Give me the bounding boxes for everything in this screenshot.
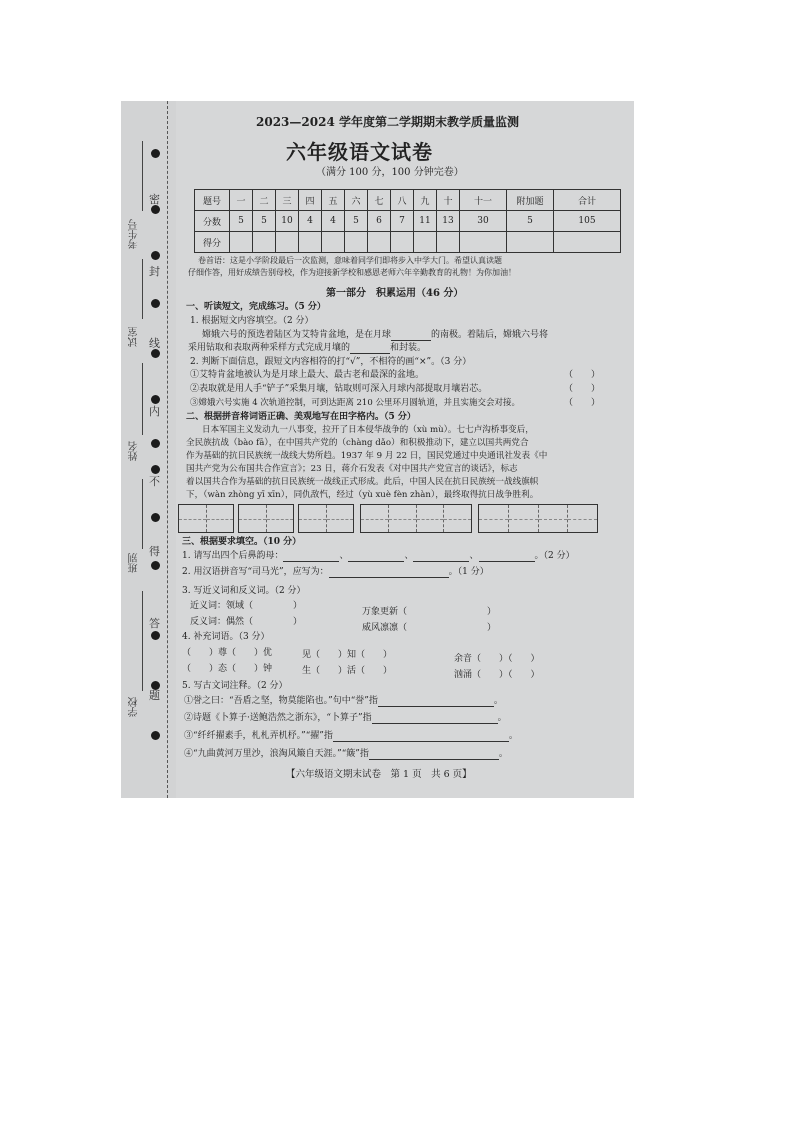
annotation-text: ①誉之曰：“吾盾之坚，物莫能陷也。”句中“誉”指 [184,696,378,706]
label-exam-room: 试室 [129,327,140,347]
table-cell: 四 [299,190,322,211]
seal-char: 得 [149,545,160,558]
idiom-label: 万象更新（ [362,607,408,617]
binding-hole [151,513,160,522]
period: 。 [497,713,507,723]
fill-word-item[interactable]: （ ）尊（ ）优 [182,648,273,658]
exam-subtitle: （满分 100 分，100 分钟完卷） [316,167,464,178]
table-cell: 13 [437,211,460,232]
binding-hole [151,149,160,158]
q2-item: ③嫦娥六号实施 4 次轨道控制，可到达距离 210 公里环月圆轨道，并且实施交会对接。 [190,398,520,408]
label-school: 学校 [129,697,140,717]
binding-dash-line [167,101,168,798]
part1-title: 第一部分 积累运用（46 分） [326,288,464,299]
score-entry-cell[interactable] [230,232,253,253]
fill-word-item[interactable]: 余音（ ）（ ） [454,654,540,664]
passage-line: 全民族抗战（bào fā），在中国共产党的（chàng dǎo）和积极推动下，建立以国共两党合 [186,438,529,448]
answer-paren[interactable]: （ ） [564,370,601,380]
seal-char: 题 [149,689,160,702]
section3-title: 三、根据要求填空。（10 分） [182,537,302,547]
answer-blank[interactable] [348,561,404,562]
q2-item: ①艾特肯盆地被认为是月球上最大、最古老和最深的盆地。 [190,370,425,380]
q3-2-text: 2. 用汉语拼音写“司马光”，应写为： [182,567,329,577]
period: 。 [493,696,503,706]
fill-word-item[interactable]: 生（ ）活（ ） [302,666,393,676]
score-entry-cell[interactable] [437,232,460,253]
table-cell: 十一 [460,190,507,211]
q1-line2 [188,343,426,354]
q1-line1 [202,330,548,341]
binding-hole [151,731,160,740]
table-cell: 4 [322,211,345,232]
passage-line: 日本军国主义发动九一八事变，拉开了日本侵华战争的（xù mù）。七七卢沟桥事变后， [202,425,534,435]
seal-char: 答 [149,617,160,630]
fill-word-item[interactable]: 见（ ）知（ ） [302,650,393,660]
binding-hole [151,631,160,640]
answer-blank[interactable] [333,741,509,742]
table-header-cell: 题号 [195,190,230,211]
score-entry-cell[interactable] [507,232,554,253]
close-paren: ） [293,617,303,627]
table-cell: 105 [554,211,621,232]
annotation-item [184,696,503,707]
score-entry-cell[interactable] [368,232,391,253]
name-line [142,363,143,435]
table-cell: 6 [368,211,391,232]
table-row [195,232,621,253]
candidate-number-line [142,141,143,211]
binding-hole [151,299,160,308]
tianzige-grid[interactable] [360,504,472,533]
answer-blank[interactable] [413,561,469,562]
answer-blank[interactable] [369,759,499,760]
exam-title-line1: 2023—2024 学年度第二学期期末教学质量监测 [256,115,519,129]
table-cell: 5 [230,211,253,232]
score-entry-cell[interactable] [253,232,276,253]
exam-title: 六年级语文试卷 [286,140,433,164]
close-paren: ） [487,623,497,633]
score-entry-cell[interactable] [554,232,621,253]
q3-1: 1. 请写出四个后鼻韵母： 、 、 、 。（2 分） [182,551,575,561]
q3-1-score: 。（2 分） [534,551,575,561]
table-cell: 7 [391,211,414,232]
label-candidate-number: 考生号 [129,219,140,249]
table-cell: 九 [414,190,437,211]
annotation-item [184,713,507,724]
seal-char: 内 [149,405,160,418]
score-entry-cell[interactable] [299,232,322,253]
answer-blank[interactable] [372,723,498,724]
passage-line: 作为基础的抗日民族统一战线大势所趋。1937 年 9 月 22 日，国民党通过中央通讯社发表《中 [186,451,548,461]
answer-blank[interactable] [283,561,339,562]
q1-line1-text-a: 嫦娥六号的预选着陆区为艾特肯盆地，是在月球 [202,330,392,340]
tianzige-grid[interactable] [178,504,234,533]
table-header-cell: 得分 [195,232,230,253]
idiom-label: 威风凛凛（ [362,623,408,633]
score-entry-cell[interactable] [391,232,414,253]
class-line [142,479,143,549]
tianzige-grid[interactable] [298,504,354,533]
answer-paren[interactable]: （ ） [564,398,601,408]
table-row [195,190,621,211]
fill-word-item[interactable]: （ ）态（ ）钟 [182,664,273,674]
q1-line2-text-b: 和封装。 [390,343,427,353]
table-cell: 11 [414,211,437,232]
seal-char: 封 [149,265,160,278]
annotation-text: ③“纤纤擢素手，札札弄机杼。”“擢”指 [184,731,333,741]
seal-char: 线 [149,337,160,350]
q3-5-title: 5. 写古文词注释。（2 分） [182,681,288,691]
antonym-row [190,617,302,628]
idiom-row [362,623,496,634]
q1-title: 1. 根据短文内容填空。（2 分） [190,316,314,326]
table-cell: 八 [391,190,414,211]
passage-line: 国共产党为公布国共合作宣言》；23 日，蒋介石发表《对中国共产党宣言的谈话》，标志 [186,464,518,474]
binding-margin [121,101,176,798]
close-paren: ） [293,601,303,611]
answer-blank[interactable] [391,340,431,341]
annotation-item [184,731,518,742]
exam-photo [121,101,634,798]
table-cell: 30 [460,211,507,232]
fill-word-item[interactable]: 汹涌（ ）（ ） [454,670,540,680]
table-cell: 5 [345,211,368,232]
antonym-label: 反义词：偶然（ [190,617,254,627]
period: 。 [498,749,508,759]
table-cell: 五 [322,190,345,211]
score-entry-cell[interactable] [345,232,368,253]
score-entry-cell[interactable] [460,232,507,253]
seal-char: 不 [149,475,160,488]
q1-line1-text-b: 的南极。着陆后，嫦娥六号将 [431,330,549,340]
tianzige-grid[interactable] [478,504,598,533]
synonym-row [190,601,302,612]
section2-title: 二、根据拼音将词语正确、美观地写在田字格内。（5 分） [186,412,416,422]
q1-line2-text-a: 采用钻取和表取两种采样方式完成月壤的 [188,343,351,353]
tianzige-grid[interactable] [238,504,294,533]
binding-hole [151,251,160,260]
table-cell: 10 [276,211,299,232]
preface-line2: 仔细作答，用好成绩告别母校，作为迎接新学校和感恩老师六年辛勤教育的礼物！为你加油！ [188,268,516,277]
table-cell: 一 [230,190,253,211]
table-cell: 三 [276,190,299,211]
table-cell: 六 [345,190,368,211]
annotation-item [184,749,508,760]
q2-title: 2. 判断下面信息，跟短文内容相符的打“√”，不相符的画“×”。（3 分） [190,357,472,367]
label-class: 班别 [129,553,140,573]
synonym-label: 近义词：领域（ [190,601,254,611]
table-cell: 二 [253,190,276,211]
score-entry-cell[interactable] [276,232,299,253]
table-cell: 合计 [554,190,621,211]
table-cell: 七 [368,190,391,211]
table-header-cell: 分数 [195,211,230,232]
q3-1-text: 1. 请写出四个后鼻韵母： [182,551,284,561]
seal-char: 密 [149,193,160,206]
table-cell: 十 [437,190,460,211]
binding-hole [151,439,160,448]
score-table [194,189,621,253]
score-entry-cell[interactable] [322,232,345,253]
answer-blank[interactable] [329,577,449,578]
passage-line: 着以国共合作为基础的抗日民族统一战线正式形成。此后，中国人民在抗日民族统一战线旗帜 [186,477,539,487]
q2-item: ②表取就是用人手“铲子”采集月壤，钻取则可深入月球内部提取月壤岩芯。 [190,384,488,394]
score-entry-cell[interactable] [414,232,437,253]
q3-2 [182,567,489,578]
answer-blank[interactable] [479,561,535,562]
page-footer: 【六年级语文期末试卷 第 1 页 共 6 页】 [286,769,472,780]
exam-room-line [142,259,143,319]
annotation-text: ④“九曲黄河万里沙，浪淘风簸自天涯。”“簸”指 [184,749,369,759]
exam-paper [176,101,634,798]
passage-line: 下，（wàn zhòng yī xīn），同仇敌忾，经过（yù xuè fèn zhàn），最终取得抗日战争胜利。 [186,490,539,500]
table-row [195,211,621,232]
binding-hole [151,561,160,570]
answer-blank[interactable] [350,353,390,354]
label-name: 姓名 [129,441,140,461]
preface-line1: 卷首语：这是小学阶段最后一次监测，意味着同学们即将步入中学大门。希望认真读题 [198,256,502,265]
table-cell: 5 [253,211,276,232]
period: 。 [508,731,518,741]
q3-3-title: 3. 写近义词和反义词。（2 分） [182,586,306,596]
section1-title: 一、听读短文，完成练习。（5 分） [186,302,326,312]
school-line [142,591,143,691]
answer-paren[interactable]: （ ） [564,384,601,394]
table-cell: 4 [299,211,322,232]
q3-4-title: 4. 补充词语。（3 分） [182,632,270,642]
table-cell: 附加题 [507,190,554,211]
q3-2-score: 。（1 分） [448,567,489,577]
answer-blank[interactable] [378,706,494,707]
idiom-row [362,607,496,618]
close-paren: ） [487,607,497,617]
table-cell: 5 [507,211,554,232]
annotation-text: ②诗题《卜算子·送鲍浩然之浙东》，“卜算子”指 [184,713,372,723]
